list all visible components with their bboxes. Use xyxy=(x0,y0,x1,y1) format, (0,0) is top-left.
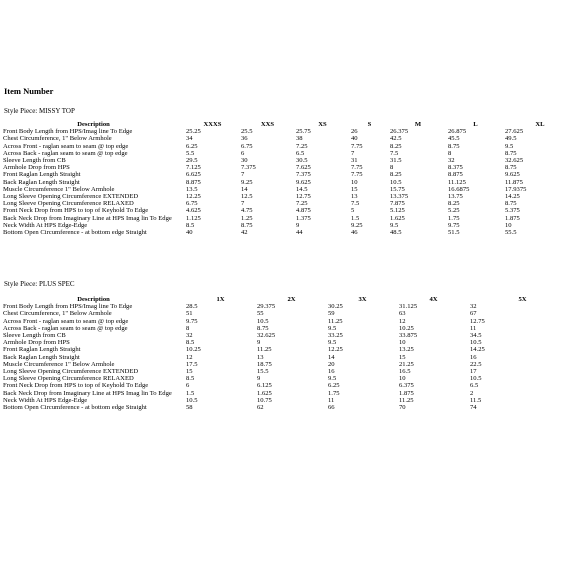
missy-size-header: XL xyxy=(535,121,545,128)
plus-size-value: 1.75 xyxy=(328,389,340,397)
plus-size-header: 5X xyxy=(518,296,527,303)
plus-table-row xyxy=(3,303,577,310)
plus-size-value: 14 xyxy=(328,353,335,361)
missy-row-description: Long Sleeve Opening Circumference EXTENDED xyxy=(3,193,139,201)
missy-table-row xyxy=(3,157,577,164)
plus-size-value: 14.25 xyxy=(470,346,485,354)
plus-size-value: 16 xyxy=(328,368,335,376)
missy-row-description: Back Raglan Length Straight xyxy=(3,178,80,186)
plus-size-value: 9 xyxy=(257,339,261,347)
plus-size-value: 20 xyxy=(328,360,335,368)
plus-size-value: 58 xyxy=(186,404,193,412)
plus-row-description: Back Raglan Length Straight xyxy=(3,353,80,361)
plus-size-value: 10.5 xyxy=(470,339,482,347)
plus-size-header: 1X xyxy=(216,296,225,303)
plus-size-value: 15 xyxy=(399,353,406,361)
missy-size-value: 15 xyxy=(351,185,358,193)
plus-row-description: Across Front - raglan seam to seam @ top edge xyxy=(3,317,129,325)
plus-size-value: 21.25 xyxy=(399,360,414,368)
plus-size-value: 67 xyxy=(470,310,477,318)
missy-size-header: XXS xyxy=(260,121,275,128)
missy-size-value: 4.75 xyxy=(241,207,253,215)
plus-size-value: 6.375 xyxy=(399,382,414,390)
missy-size-value: 13 xyxy=(351,193,358,201)
missy-size-value: 45.5 xyxy=(448,135,460,143)
plus-size-value: 6 xyxy=(186,382,190,390)
missy-size-value: 8.375 xyxy=(448,164,463,172)
missy-table-row xyxy=(3,200,577,207)
missy-size-value: 30 xyxy=(241,157,248,165)
missy-size-value: 46 xyxy=(351,229,358,237)
missy-size-value: 51.5 xyxy=(448,229,460,237)
missy-row-description: Long Sleeve Opening Circumference RELAXED xyxy=(3,200,134,208)
plus-row-description: Front Neck Drop from HPS to top of Keyhold To Edge xyxy=(3,382,149,390)
plus-size-value: 6.25 xyxy=(328,382,340,390)
missy-size-value: 5.25 xyxy=(448,207,460,215)
missy-size-value: 1.125 xyxy=(186,214,201,222)
plus-size-value: 16 xyxy=(470,353,477,361)
missy-size-value: 10.5 xyxy=(390,178,402,186)
missy-size-header: XS xyxy=(318,121,327,128)
missy-size-value: 15.75 xyxy=(390,185,405,193)
missy-size-value: 40 xyxy=(351,135,358,143)
missy-size-value: 13.5 xyxy=(186,185,198,193)
plus-table-row xyxy=(3,375,577,382)
missy-row-description: Back Neck Drop from Imaginary Line at HPS Imag lin To Edge xyxy=(3,214,172,222)
plus-size-value: 6.125 xyxy=(257,382,272,390)
plus-size-header: 3X xyxy=(358,296,367,303)
missy-size-value: 12.25 xyxy=(186,193,201,201)
missy-table-row xyxy=(3,179,577,186)
plus-size-value: 30.25 xyxy=(328,303,343,311)
missy-size-value: 5.125 xyxy=(390,207,405,215)
plus-spec-table xyxy=(3,296,577,411)
missy-table-row xyxy=(3,186,577,193)
missy-size-header: L xyxy=(473,121,478,128)
plus-size-value: 9.5 xyxy=(328,375,337,383)
missy-size-value: 9.25 xyxy=(241,178,253,186)
plus-size-value: 1.875 xyxy=(399,389,414,397)
missy-size-value: 13.375 xyxy=(390,193,409,201)
plus-size-value: 32 xyxy=(470,303,477,311)
missy-size-value: 1.625 xyxy=(390,214,405,222)
missy-row-description: Sleeve Length from CB xyxy=(3,157,66,165)
plus-size-value: 10 xyxy=(399,375,406,383)
missy-row-description: Armhole Drop from HPS xyxy=(3,164,70,172)
plus-size-value: 12.25 xyxy=(328,346,343,354)
missy-size-value: 8.25 xyxy=(448,200,460,208)
missy-size-value: 7 xyxy=(241,200,245,208)
missy-size-value: 7.375 xyxy=(241,164,256,172)
plus-table-row xyxy=(3,339,577,346)
missy-size-value: 7.625 xyxy=(296,164,311,172)
plus-size-value: 8.5 xyxy=(186,339,195,347)
plus-size-value: 17 xyxy=(470,368,477,376)
plus-size-value: 8.5 xyxy=(186,375,195,383)
plus-size-value: 17.5 xyxy=(186,360,198,368)
plus-table-row xyxy=(3,397,577,404)
missy-row-description: Across Front - raglan seam to seam @ top edge xyxy=(3,142,129,150)
missy-table-row xyxy=(3,164,577,171)
missy-size-value: 6 xyxy=(241,149,245,157)
plus-size-value: 74 xyxy=(470,404,477,412)
missy-size-value: 17.9375 xyxy=(505,185,527,193)
missy-size-value: 6.75 xyxy=(186,200,198,208)
plus-row-description: Muscle Circumference 1" Below Armhole xyxy=(3,360,115,368)
plus-size-value: 13.25 xyxy=(399,346,414,354)
plus-size-value: 59 xyxy=(328,310,335,318)
plus-size-value: 12 xyxy=(399,317,406,325)
missy-size-value: 25.75 xyxy=(296,128,311,136)
plus-row-description: Armhole Drop from HPS xyxy=(3,339,70,347)
missy-size-value: 7.5 xyxy=(351,200,360,208)
missy-size-value: 6.5 xyxy=(296,149,305,157)
missy-size-value: 16.6875 xyxy=(448,185,470,193)
missy-size-value: 44 xyxy=(296,229,303,237)
plus-size-value: 10.5 xyxy=(186,396,198,404)
plus-row-description: Bottom Open Circumference - at bottom edge Straight xyxy=(3,404,147,412)
missy-row-description: Front Neck Drop from HPS to top of Keyhold To Edge xyxy=(3,207,149,215)
plus-size-value: 55 xyxy=(257,310,264,318)
plus-size-value: 29.375 xyxy=(257,303,276,311)
missy-size-value: 6.25 xyxy=(186,142,198,150)
plus-size-value: 63 xyxy=(399,310,406,318)
plus-table-row xyxy=(3,404,577,411)
missy-size-value: 8.25 xyxy=(390,171,402,179)
plus-size-value: 9 xyxy=(257,375,261,383)
plus-table-row xyxy=(3,382,577,389)
plus-size-value: 16.5 xyxy=(399,368,411,376)
plus-table-row xyxy=(3,310,577,317)
plus-size-value: 18.75 xyxy=(257,360,272,368)
plus-row-description: Front Raglan Length Straight xyxy=(3,346,81,354)
missy-row-description: Muscle Circumference 1" Below Armhole xyxy=(3,185,115,193)
missy-size-value: 7.25 xyxy=(296,200,308,208)
missy-size-value: 8.875 xyxy=(186,178,201,186)
missy-size-value: 32 xyxy=(448,157,455,165)
missy-style-piece-label: Style Piece: MISSY TOP xyxy=(4,107,75,115)
missy-spec-table xyxy=(3,121,577,236)
missy-table-row xyxy=(3,215,577,222)
missy-table-row xyxy=(3,222,577,229)
plus-size-value: 11.25 xyxy=(257,346,272,354)
plus-size-header: 4X xyxy=(429,296,438,303)
plus-table-row xyxy=(3,332,577,339)
plus-table-row xyxy=(3,325,577,332)
missy-size-value: 32.625 xyxy=(505,157,524,165)
plus-row-description: Long Sleeve Opening Circumference EXTENDED xyxy=(3,368,139,376)
plus-size-value: 66 xyxy=(328,404,335,412)
plus-size-value: 11.25 xyxy=(328,317,343,325)
missy-size-value: 8.5 xyxy=(186,221,195,229)
plus-size-value: 10.25 xyxy=(399,324,414,332)
missy-size-value: 29.5 xyxy=(186,157,198,165)
missy-size-value: 14 xyxy=(241,185,248,193)
plus-table-row xyxy=(3,346,577,353)
missy-size-value: 8.75 xyxy=(505,200,517,208)
plus-size-value: 1.5 xyxy=(186,389,195,397)
missy-row-description: Across Back - raglan seam to seam @ top edge xyxy=(3,149,128,157)
missy-size-value: 34 xyxy=(186,135,193,143)
plus-description-header: Description xyxy=(77,296,110,303)
missy-size-value: 31 xyxy=(351,157,358,165)
plus-size-value: 10.75 xyxy=(257,396,272,404)
missy-table-row xyxy=(3,207,577,214)
missy-table-row xyxy=(3,193,577,200)
missy-size-value: 36 xyxy=(241,135,248,143)
plus-size-value: 8 xyxy=(186,324,190,332)
plus-size-value: 22.5 xyxy=(470,360,482,368)
missy-size-value: 10 xyxy=(351,178,358,186)
missy-size-value: 4.875 xyxy=(296,207,311,215)
missy-size-value: 7.125 xyxy=(186,164,201,172)
missy-size-value: 8.25 xyxy=(390,142,402,150)
missy-size-value: 7.875 xyxy=(390,200,405,208)
plus-row-description: Sleeve Length from CB xyxy=(3,332,66,340)
missy-size-value: 1.5 xyxy=(351,214,360,222)
missy-description-header: Description xyxy=(77,121,110,128)
plus-size-value: 32.625 xyxy=(257,332,276,340)
plus-size-value: 10.25 xyxy=(186,346,201,354)
plus-size-value: 62 xyxy=(257,404,264,412)
plus-size-value: 32 xyxy=(186,332,193,340)
missy-size-value: 9.625 xyxy=(505,171,520,179)
plus-size-value: 11.25 xyxy=(399,396,414,404)
plus-size-value: 2 xyxy=(470,389,474,397)
plus-size-header: 2X xyxy=(287,296,296,303)
missy-size-value: 9.5 xyxy=(505,142,514,150)
missy-size-value: 25.5 xyxy=(241,128,253,136)
missy-size-value: 49.5 xyxy=(505,135,517,143)
missy-size-value: 7.375 xyxy=(296,171,311,179)
missy-size-value: 9.5 xyxy=(390,221,399,229)
plus-style-piece-label: Style Piece: PLUS SPEC xyxy=(4,280,75,288)
plus-size-value: 10.5 xyxy=(257,317,269,325)
plus-size-value: 9.5 xyxy=(328,339,337,347)
plus-table-row xyxy=(3,390,577,397)
plus-size-value: 1.625 xyxy=(257,389,272,397)
missy-size-value: 26.375 xyxy=(390,128,409,136)
missy-size-value: 5.375 xyxy=(505,207,520,215)
missy-size-value: 1.25 xyxy=(241,214,253,222)
missy-size-value: 10 xyxy=(505,221,512,229)
missy-size-value: 1.75 xyxy=(448,214,460,222)
missy-row-description: Bottom Open Circumference - at bottom edge Straight xyxy=(3,229,147,237)
missy-table-row xyxy=(3,135,577,142)
plus-row-description: Long Sleeve Opening Circumference RELAXED xyxy=(3,375,134,383)
missy-size-value: 8.875 xyxy=(448,171,463,179)
plus-size-value: 13 xyxy=(257,353,264,361)
plus-size-value: 12.75 xyxy=(470,317,485,325)
missy-size-value: 11.875 xyxy=(505,178,523,186)
missy-size-value: 30.5 xyxy=(296,157,308,165)
plus-size-value: 15.5 xyxy=(257,368,269,376)
missy-size-value: 5.5 xyxy=(186,149,195,157)
plus-size-value: 11.5 xyxy=(470,396,482,404)
missy-table-row xyxy=(3,150,577,157)
missy-row-description: Neck Width At HPS Edge-Edge xyxy=(3,221,88,229)
missy-size-value: 7.25 xyxy=(296,142,308,150)
missy-size-value: 7 xyxy=(351,149,355,157)
missy-size-value: 7 xyxy=(241,171,245,179)
plus-row-description: Back Neck Drop from Imaginary Line at HPS Imag lin To Edge xyxy=(3,389,172,397)
missy-size-value: 48.5 xyxy=(390,229,402,237)
plus-size-value: 10.5 xyxy=(470,375,482,383)
missy-size-value: 8.75 xyxy=(505,149,517,157)
missy-table-row xyxy=(3,143,577,150)
plus-size-value: 12 xyxy=(186,353,193,361)
plus-row-description: Across Back - raglan seam to seam @ top edge xyxy=(3,324,128,332)
plus-table-row xyxy=(3,354,577,361)
missy-size-value: 8 xyxy=(390,164,394,172)
missy-size-value: 6.625 xyxy=(186,171,201,179)
missy-size-value: 27.625 xyxy=(505,128,524,136)
plus-size-value: 51 xyxy=(186,310,193,318)
plus-row-description: Chest Circumference, 1" Below Armhole xyxy=(3,310,112,318)
missy-size-value: 55.5 xyxy=(505,229,517,237)
missy-size-value: 12.5 xyxy=(241,193,253,201)
plus-size-value: 28.5 xyxy=(186,303,198,311)
missy-size-value: 7.5 xyxy=(390,149,399,157)
missy-size-value: 9.75 xyxy=(448,221,460,229)
missy-size-value: 7.75 xyxy=(351,171,363,179)
missy-size-value: 5 xyxy=(351,207,355,215)
plus-size-value: 15 xyxy=(186,368,193,376)
missy-size-value: 31.5 xyxy=(390,157,402,165)
missy-size-value: 42 xyxy=(241,229,248,237)
missy-row-description: Front Body Length from HPS/Imag line To Edge xyxy=(3,128,133,136)
plus-table-row xyxy=(3,361,577,368)
missy-size-value: 42.5 xyxy=(390,135,402,143)
plus-size-value: 34.5 xyxy=(470,332,482,340)
missy-size-header: S xyxy=(367,121,372,128)
missy-size-value: 9 xyxy=(296,221,300,229)
missy-size-value: 1.875 xyxy=(505,214,520,222)
missy-size-value: 38 xyxy=(296,135,303,143)
missy-size-value: 12.75 xyxy=(296,193,311,201)
missy-size-value: 14.5 xyxy=(296,185,308,193)
missy-size-value: 7.75 xyxy=(351,164,363,172)
plus-row-description: Front Body Length from HPS/Imag line To Edge xyxy=(3,303,133,311)
missy-size-value: 14.25 xyxy=(505,193,520,201)
plus-size-value: 10 xyxy=(399,339,406,347)
missy-table-row xyxy=(3,229,577,236)
item-number-heading: Item Number xyxy=(4,86,54,96)
missy-size-value: 7.75 xyxy=(351,142,363,150)
missy-size-value: 25.25 xyxy=(186,128,201,136)
missy-size-value: 9.25 xyxy=(351,221,363,229)
missy-size-value: 6.75 xyxy=(241,142,253,150)
missy-size-header: M xyxy=(414,121,422,128)
missy-size-value: 13.75 xyxy=(448,193,463,201)
missy-size-value: 8 xyxy=(448,149,452,157)
missy-size-value: 8.75 xyxy=(448,142,460,150)
missy-size-value: 1.375 xyxy=(296,214,311,222)
missy-size-value: 40 xyxy=(186,229,193,237)
plus-size-value: 33.25 xyxy=(328,332,343,340)
plus-table-row xyxy=(3,368,577,375)
missy-size-header: XXXS xyxy=(203,121,222,128)
plus-size-value: 9.75 xyxy=(186,317,198,325)
missy-size-value: 8.75 xyxy=(505,164,517,172)
missy-table-row xyxy=(3,171,577,178)
missy-size-value: 11.125 xyxy=(448,178,466,186)
missy-row-description: Front Raglan Length Straight xyxy=(3,171,81,179)
missy-size-value: 9.625 xyxy=(296,178,311,186)
missy-size-value: 8.75 xyxy=(241,221,253,229)
missy-size-value: 26 xyxy=(351,128,358,136)
plus-size-value: 33.875 xyxy=(399,332,418,340)
missy-table-row xyxy=(3,128,577,135)
plus-size-value: 11 xyxy=(328,396,335,404)
plus-table-row xyxy=(3,318,577,325)
missy-size-value: 4.625 xyxy=(186,207,201,215)
plus-size-value: 6.5 xyxy=(470,382,479,390)
missy-size-value: 26.875 xyxy=(448,128,467,136)
plus-size-value: 11 xyxy=(470,324,477,332)
plus-size-value: 31.125 xyxy=(399,303,418,311)
plus-size-value: 8.75 xyxy=(257,324,269,332)
plus-row-description: Neck Width At HPS Edge-Edge xyxy=(3,396,88,404)
missy-row-description: Chest Circumference, 1" Below Armhole xyxy=(3,135,112,143)
plus-size-value: 70 xyxy=(399,404,406,412)
plus-size-value: 9.5 xyxy=(328,324,337,332)
